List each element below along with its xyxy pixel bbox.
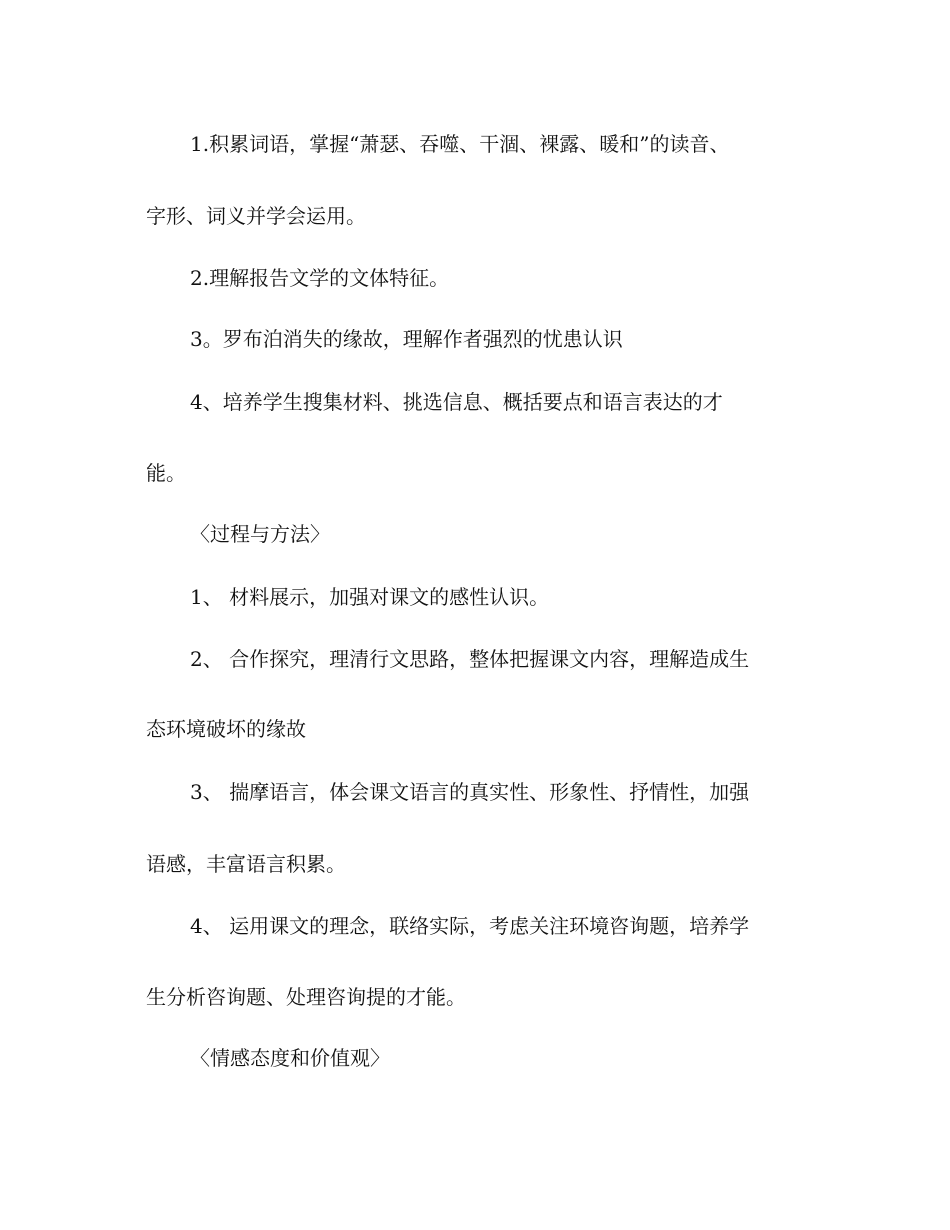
objective-2: 2.理解报告文学的文体特征。 [190,266,450,290]
process-item-2-line-1: 2、 合作探究，理清行文思路，整体把握课文内容，理解造成生 [190,647,750,671]
section-heading-emotion-values: 〈情感态度和价值观〉 [190,1046,390,1070]
objective-4-line-1: 4、培养学生搜集材料、挑选信息、概括要点和语言表达的才 [190,390,723,414]
objective-1-line-1: 1.积累词语，掌握“萧瑟、吞噬、干涸、裸露、暖和”的读音、 [190,132,730,156]
process-item-4-line-1: 4、 运用课文的理念，联络实际，考虑关注环境咨询题，培养学 [190,914,750,938]
objective-3: 3。罗布泊消失的缘故，理解作者强烈的忧患认识 [190,327,623,351]
process-item-3-line-2: 语感，丰富语言积累。 [146,852,346,876]
process-item-4-line-2: 生分析咨询题、处理咨询提的才能。 [146,985,466,1009]
process-item-2-line-2: 态环境破坏的缘故 [146,717,306,741]
process-item-1: 1、 材料展示，加强对课文的感性认识。 [190,585,550,609]
objective-1-line-2: 字形、词义并学会运用。 [146,204,366,228]
process-item-3-line-1: 3、 揣摩语言，体会课文语言的真实性、形象性、抒情性，加强 [190,780,750,804]
objective-4-line-2: 能。 [146,461,186,485]
section-heading-process-methods: 〈过程与方法〉 [190,522,330,546]
